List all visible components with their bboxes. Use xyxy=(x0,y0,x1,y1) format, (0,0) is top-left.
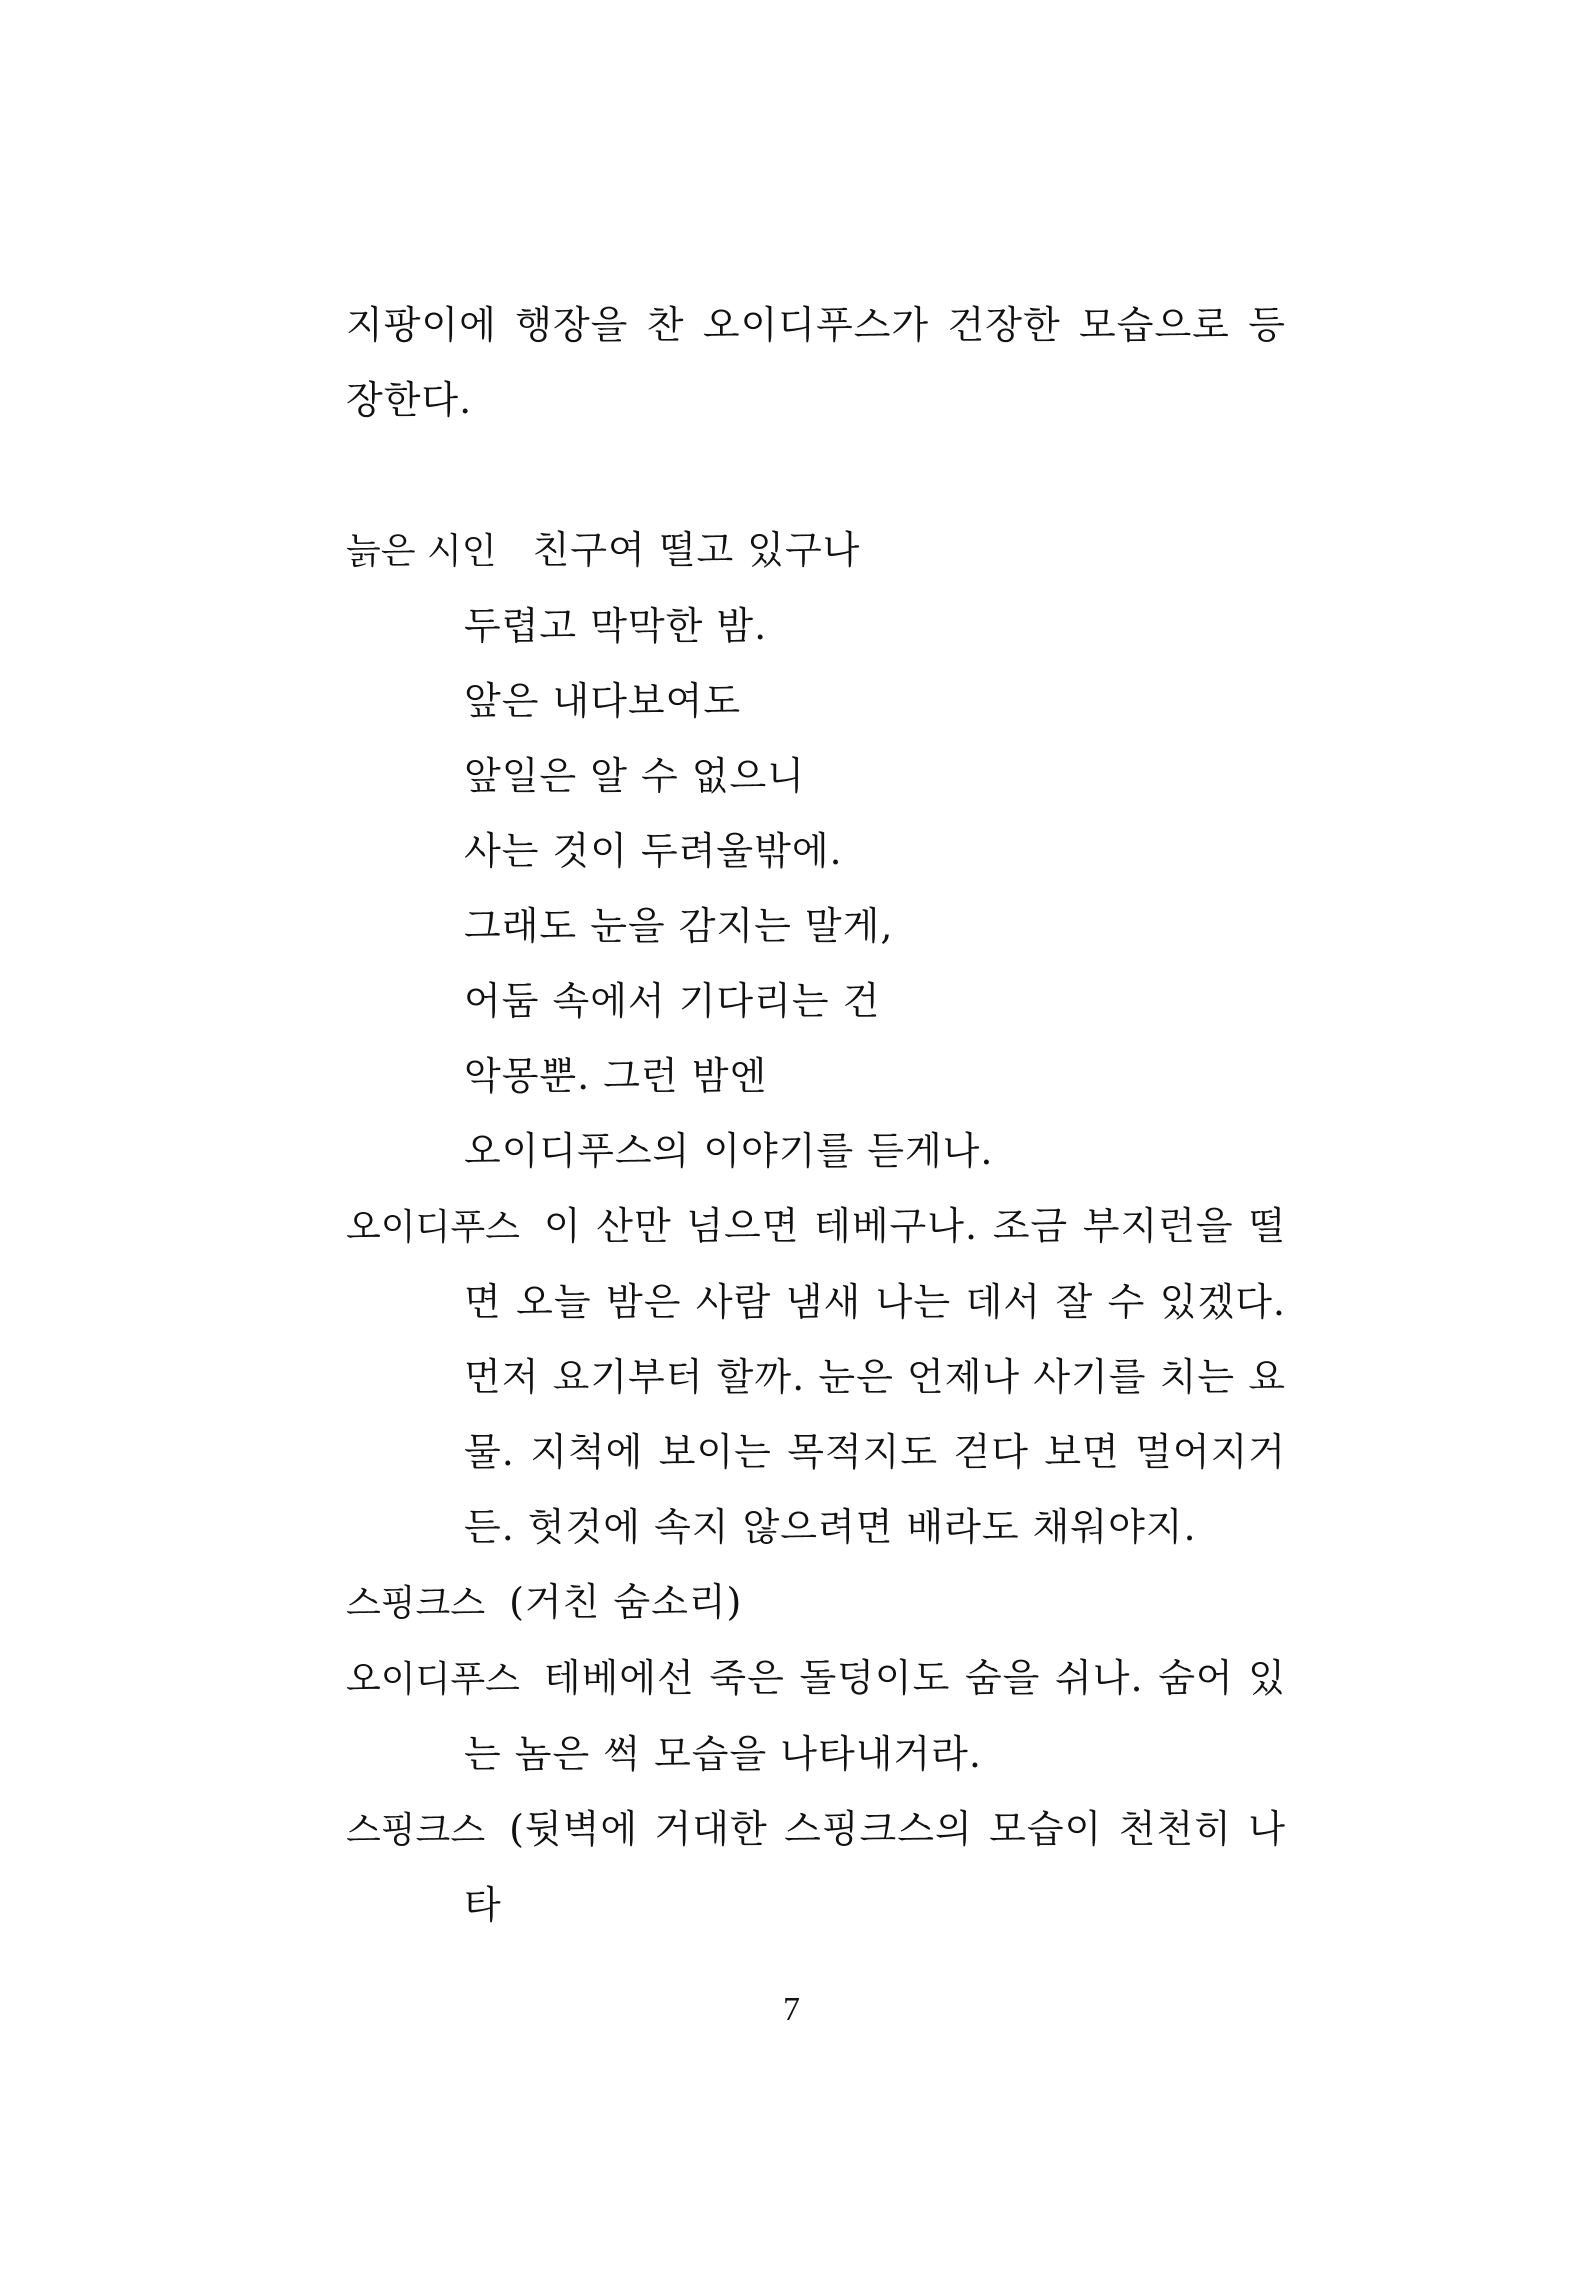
speaker-name: 오이디푸스 xyxy=(346,1207,520,1248)
verse-line: 악몽뿐. 그런 밤엔 xyxy=(464,1054,768,1098)
verse-line: 사는 것이 두려울밖에. xyxy=(464,829,843,873)
speaker-name: 스핑크스 xyxy=(346,1583,486,1624)
verse-line: 오이디푸스의 이야기를 듣게나. xyxy=(464,1129,994,1173)
speech-sphinx xyxy=(346,1565,1286,1641)
speech-oedipus xyxy=(346,1189,1286,1565)
speaker-name: 오이디푸스 xyxy=(346,1659,520,1700)
speech-oedipus xyxy=(346,1641,1286,1792)
script-text xyxy=(346,288,1286,1943)
speech-first-line xyxy=(346,513,1286,589)
verse-line: 앞은 내다보여도 xyxy=(464,679,742,723)
speech-text: 테베에선 죽은 돌덩이도 숨을 쉬나. 숨어 있는 놈은 썩 모습을 나타내거라. xyxy=(464,1656,1286,1776)
speaker-name: 스핑크스 xyxy=(346,1810,486,1851)
stage-direction: 지팡이에 행장을 찬 오이디푸스가 건장한 모습으로 등장한다. xyxy=(346,303,1286,422)
verse-line: 어둠 속에서 기다리는 건 xyxy=(464,979,881,1023)
speech-text: (뒷벽에 거대한 스핑크스의 모습이 천천히 나타 xyxy=(464,1807,1286,1927)
verse-line: 친구여 떨고 있구나 xyxy=(532,528,861,572)
verse-line: 그래도 눈을 감지는 말게, xyxy=(464,904,894,948)
speech-text: (거친 숨소리) xyxy=(509,1580,743,1624)
page-number: 7 xyxy=(783,1991,800,2028)
speech-old-poet xyxy=(346,513,1286,1189)
speaker-name: 늙은 시인 xyxy=(346,531,497,572)
verse-line: 두렵고 막막한 밤. xyxy=(464,604,768,648)
verse-line: 앞일은 알 수 없으니 xyxy=(464,754,805,798)
speech-sphinx xyxy=(346,1792,1286,1943)
speech-text: 이 산만 넘으면 테베구나. 조금 부지런을 떨면 오늘 밤은 사람 냄새 나는 데서 잘 수 있겠다. 먼저 요기부터 할까. 눈은 언제나 사기를 치는 요물. 지척에 보이는 목적지도 걷다 보면 멀어지거든. 헛것에 속지 않으려면 배라도 채워야지. xyxy=(464,1204,1286,1549)
